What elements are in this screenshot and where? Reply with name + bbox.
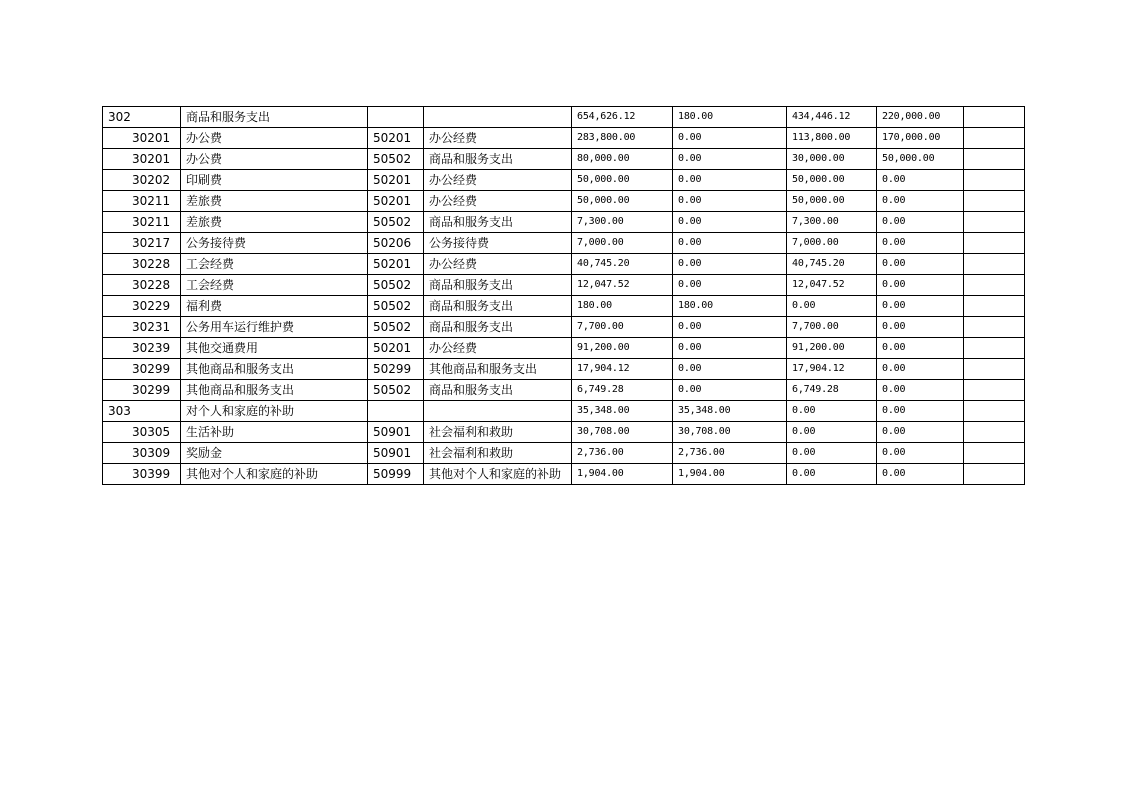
table-row: [103, 107, 1025, 128]
other-amount-cell: 0.00: [877, 275, 964, 296]
table-row: [103, 401, 1025, 422]
econ-code-cell: 30399: [103, 464, 181, 485]
gov-name-cell: 社会福利和救助: [424, 422, 572, 443]
gov-code-cell: 50201: [368, 170, 424, 191]
table-row: [103, 128, 1025, 149]
total-amount-cell: 7,300.00: [572, 212, 673, 233]
basic-amount-cell: 0.00: [673, 380, 787, 401]
total-amount-cell: 50,000.00: [572, 170, 673, 191]
econ-code-cell: 302: [103, 107, 181, 128]
gov-code-cell: 50502: [368, 212, 424, 233]
gov-code-cell: 50201: [368, 128, 424, 149]
basic-amount-cell: 30,708.00: [673, 422, 787, 443]
table-row: [103, 317, 1025, 338]
gov-code-cell: 50502: [368, 275, 424, 296]
econ-name-cell: 其他交通费用: [181, 338, 368, 359]
econ-code-cell: 30228: [103, 275, 181, 296]
gov-code-cell: 50502: [368, 380, 424, 401]
econ-name-cell: 其他对个人和家庭的补助: [181, 464, 368, 485]
project-amount-cell: 50,000.00: [787, 191, 877, 212]
gov-name-cell: 商品和服务支出: [424, 275, 572, 296]
gov-code-cell: 50201: [368, 338, 424, 359]
basic-amount-cell: 0.00: [673, 275, 787, 296]
total-amount-cell: 17,904.12: [572, 359, 673, 380]
extra-cell: [964, 443, 1025, 464]
total-amount-cell: 91,200.00: [572, 338, 673, 359]
table-row: [103, 296, 1025, 317]
other-amount-cell: 0.00: [877, 422, 964, 443]
table-row: [103, 212, 1025, 233]
extra-cell: [964, 107, 1025, 128]
other-amount-cell: 0.00: [877, 359, 964, 380]
gov-code-cell: 50206: [368, 233, 424, 254]
econ-name-cell: 印刷费: [181, 170, 368, 191]
gov-name-cell: 商品和服务支出: [424, 317, 572, 338]
project-amount-cell: 0.00: [787, 464, 877, 485]
project-amount-cell: 7,700.00: [787, 317, 877, 338]
gov-code-cell: [368, 107, 424, 128]
project-amount-cell: 17,904.12: [787, 359, 877, 380]
total-amount-cell: 283,800.00: [572, 128, 673, 149]
other-amount-cell: 0.00: [877, 296, 964, 317]
gov-name-cell: [424, 401, 572, 422]
other-amount-cell: 50,000.00: [877, 149, 964, 170]
project-amount-cell: 0.00: [787, 296, 877, 317]
project-amount-cell: 40,745.20: [787, 254, 877, 275]
total-amount-cell: 1,904.00: [572, 464, 673, 485]
project-amount-cell: 7,300.00: [787, 212, 877, 233]
econ-name-cell: 差旅费: [181, 191, 368, 212]
gov-name-cell: 其他对个人和家庭的补助: [424, 464, 572, 485]
table-row: [103, 254, 1025, 275]
gov-code-cell: 50502: [368, 317, 424, 338]
project-amount-cell: 50,000.00: [787, 170, 877, 191]
budget-table: [102, 106, 1025, 485]
extra-cell: [964, 233, 1025, 254]
gov-code-cell: 50901: [368, 443, 424, 464]
basic-amount-cell: 1,904.00: [673, 464, 787, 485]
gov-code-cell: 50201: [368, 191, 424, 212]
econ-code-cell: 30201: [103, 149, 181, 170]
project-amount-cell: 0.00: [787, 401, 877, 422]
gov-name-cell: 其他商品和服务支出: [424, 359, 572, 380]
gov-name-cell: 商品和服务支出: [424, 296, 572, 317]
project-amount-cell: 7,000.00: [787, 233, 877, 254]
table-row: [103, 275, 1025, 296]
extra-cell: [964, 254, 1025, 275]
table-row: [103, 233, 1025, 254]
gov-name-cell: 办公经费: [424, 170, 572, 191]
total-amount-cell: 7,700.00: [572, 317, 673, 338]
econ-name-cell: 公务接待费: [181, 233, 368, 254]
basic-amount-cell: 0.00: [673, 317, 787, 338]
other-amount-cell: 0.00: [877, 443, 964, 464]
total-amount-cell: 7,000.00: [572, 233, 673, 254]
econ-name-cell: 办公费: [181, 128, 368, 149]
other-amount-cell: 0.00: [877, 254, 964, 275]
econ-code-cell: 30229: [103, 296, 181, 317]
extra-cell: [964, 128, 1025, 149]
gov-name-cell: 社会福利和救助: [424, 443, 572, 464]
table-body: [103, 107, 1025, 485]
total-amount-cell: 80,000.00: [572, 149, 673, 170]
econ-name-cell: 生活补助: [181, 422, 368, 443]
table-row: [103, 149, 1025, 170]
basic-amount-cell: 2,736.00: [673, 443, 787, 464]
extra-cell: [964, 401, 1025, 422]
extra-cell: [964, 296, 1025, 317]
econ-code-cell: 30299: [103, 359, 181, 380]
total-amount-cell: 2,736.00: [572, 443, 673, 464]
other-amount-cell: 0.00: [877, 338, 964, 359]
gov-code-cell: 50901: [368, 422, 424, 443]
basic-amount-cell: 0.00: [673, 212, 787, 233]
gov-name-cell: 办公经费: [424, 254, 572, 275]
gov-name-cell: 办公经费: [424, 191, 572, 212]
extra-cell: [964, 338, 1025, 359]
basic-amount-cell: 35,348.00: [673, 401, 787, 422]
project-amount-cell: 0.00: [787, 422, 877, 443]
basic-amount-cell: 0.00: [673, 338, 787, 359]
econ-name-cell: 工会经费: [181, 254, 368, 275]
basic-amount-cell: 0.00: [673, 128, 787, 149]
project-amount-cell: 113,800.00: [787, 128, 877, 149]
gov-name-cell: 办公经费: [424, 338, 572, 359]
gov-code-cell: 50201: [368, 254, 424, 275]
other-amount-cell: 0.00: [877, 191, 964, 212]
other-amount-cell: 0.00: [877, 380, 964, 401]
gov-code-cell: [368, 401, 424, 422]
extra-cell: [964, 380, 1025, 401]
extra-cell: [964, 191, 1025, 212]
table-row: [103, 170, 1025, 191]
basic-amount-cell: 0.00: [673, 233, 787, 254]
extra-cell: [964, 170, 1025, 191]
total-amount-cell: 30,708.00: [572, 422, 673, 443]
table-row: [103, 464, 1025, 485]
table-row: [103, 359, 1025, 380]
extra-cell: [964, 464, 1025, 485]
total-amount-cell: 40,745.20: [572, 254, 673, 275]
extra-cell: [964, 149, 1025, 170]
total-amount-cell: 180.00: [572, 296, 673, 317]
econ-name-cell: 其他商品和服务支出: [181, 359, 368, 380]
econ-code-cell: 30217: [103, 233, 181, 254]
project-amount-cell: 30,000.00: [787, 149, 877, 170]
other-amount-cell: 170,000.00: [877, 128, 964, 149]
other-amount-cell: 220,000.00: [877, 107, 964, 128]
project-amount-cell: 434,446.12: [787, 107, 877, 128]
econ-name-cell: 对个人和家庭的补助: [181, 401, 368, 422]
basic-amount-cell: 180.00: [673, 296, 787, 317]
gov-code-cell: 50999: [368, 464, 424, 485]
project-amount-cell: 0.00: [787, 443, 877, 464]
gov-code-cell: 50502: [368, 296, 424, 317]
econ-code-cell: 30309: [103, 443, 181, 464]
total-amount-cell: 35,348.00: [572, 401, 673, 422]
total-amount-cell: 12,047.52: [572, 275, 673, 296]
other-amount-cell: 0.00: [877, 401, 964, 422]
econ-code-cell: 30228: [103, 254, 181, 275]
table-row: [103, 191, 1025, 212]
table-row: [103, 380, 1025, 401]
econ-name-cell: 工会经费: [181, 275, 368, 296]
econ-code-cell: 30299: [103, 380, 181, 401]
table-row: [103, 422, 1025, 443]
extra-cell: [964, 359, 1025, 380]
econ-name-cell: 公务用车运行维护费: [181, 317, 368, 338]
gov-name-cell: 办公经费: [424, 128, 572, 149]
basic-amount-cell: 0.00: [673, 359, 787, 380]
table-row: [103, 338, 1025, 359]
total-amount-cell: 6,749.28: [572, 380, 673, 401]
econ-name-cell: 奖励金: [181, 443, 368, 464]
extra-cell: [964, 212, 1025, 233]
project-amount-cell: 91,200.00: [787, 338, 877, 359]
gov-code-cell: 50299: [368, 359, 424, 380]
total-amount-cell: 50,000.00: [572, 191, 673, 212]
econ-code-cell: 30239: [103, 338, 181, 359]
extra-cell: [964, 275, 1025, 296]
extra-cell: [964, 422, 1025, 443]
econ-code-cell: 30305: [103, 422, 181, 443]
basic-amount-cell: 0.00: [673, 191, 787, 212]
gov-name-cell: 商品和服务支出: [424, 149, 572, 170]
econ-name-cell: 办公费: [181, 149, 368, 170]
gov-name-cell: 商品和服务支出: [424, 212, 572, 233]
econ-code-cell: 303: [103, 401, 181, 422]
other-amount-cell: 0.00: [877, 464, 964, 485]
econ-code-cell: 30202: [103, 170, 181, 191]
basic-amount-cell: 0.00: [673, 254, 787, 275]
other-amount-cell: 0.00: [877, 170, 964, 191]
econ-name-cell: 差旅费: [181, 212, 368, 233]
econ-name-cell: 福利费: [181, 296, 368, 317]
other-amount-cell: 0.00: [877, 233, 964, 254]
total-amount-cell: 654,626.12: [572, 107, 673, 128]
gov-name-cell: [424, 107, 572, 128]
table-row: [103, 443, 1025, 464]
econ-code-cell: 30211: [103, 212, 181, 233]
econ-code-cell: 30211: [103, 191, 181, 212]
gov-name-cell: 公务接待费: [424, 233, 572, 254]
project-amount-cell: 6,749.28: [787, 380, 877, 401]
basic-amount-cell: 0.00: [673, 170, 787, 191]
basic-amount-cell: 180.00: [673, 107, 787, 128]
econ-name-cell: 商品和服务支出: [181, 107, 368, 128]
econ-code-cell: 30201: [103, 128, 181, 149]
econ-code-cell: 30231: [103, 317, 181, 338]
extra-cell: [964, 317, 1025, 338]
gov-name-cell: 商品和服务支出: [424, 380, 572, 401]
basic-amount-cell: 0.00: [673, 149, 787, 170]
econ-name-cell: 其他商品和服务支出: [181, 380, 368, 401]
project-amount-cell: 12,047.52: [787, 275, 877, 296]
gov-code-cell: 50502: [368, 149, 424, 170]
other-amount-cell: 0.00: [877, 212, 964, 233]
other-amount-cell: 0.00: [877, 317, 964, 338]
